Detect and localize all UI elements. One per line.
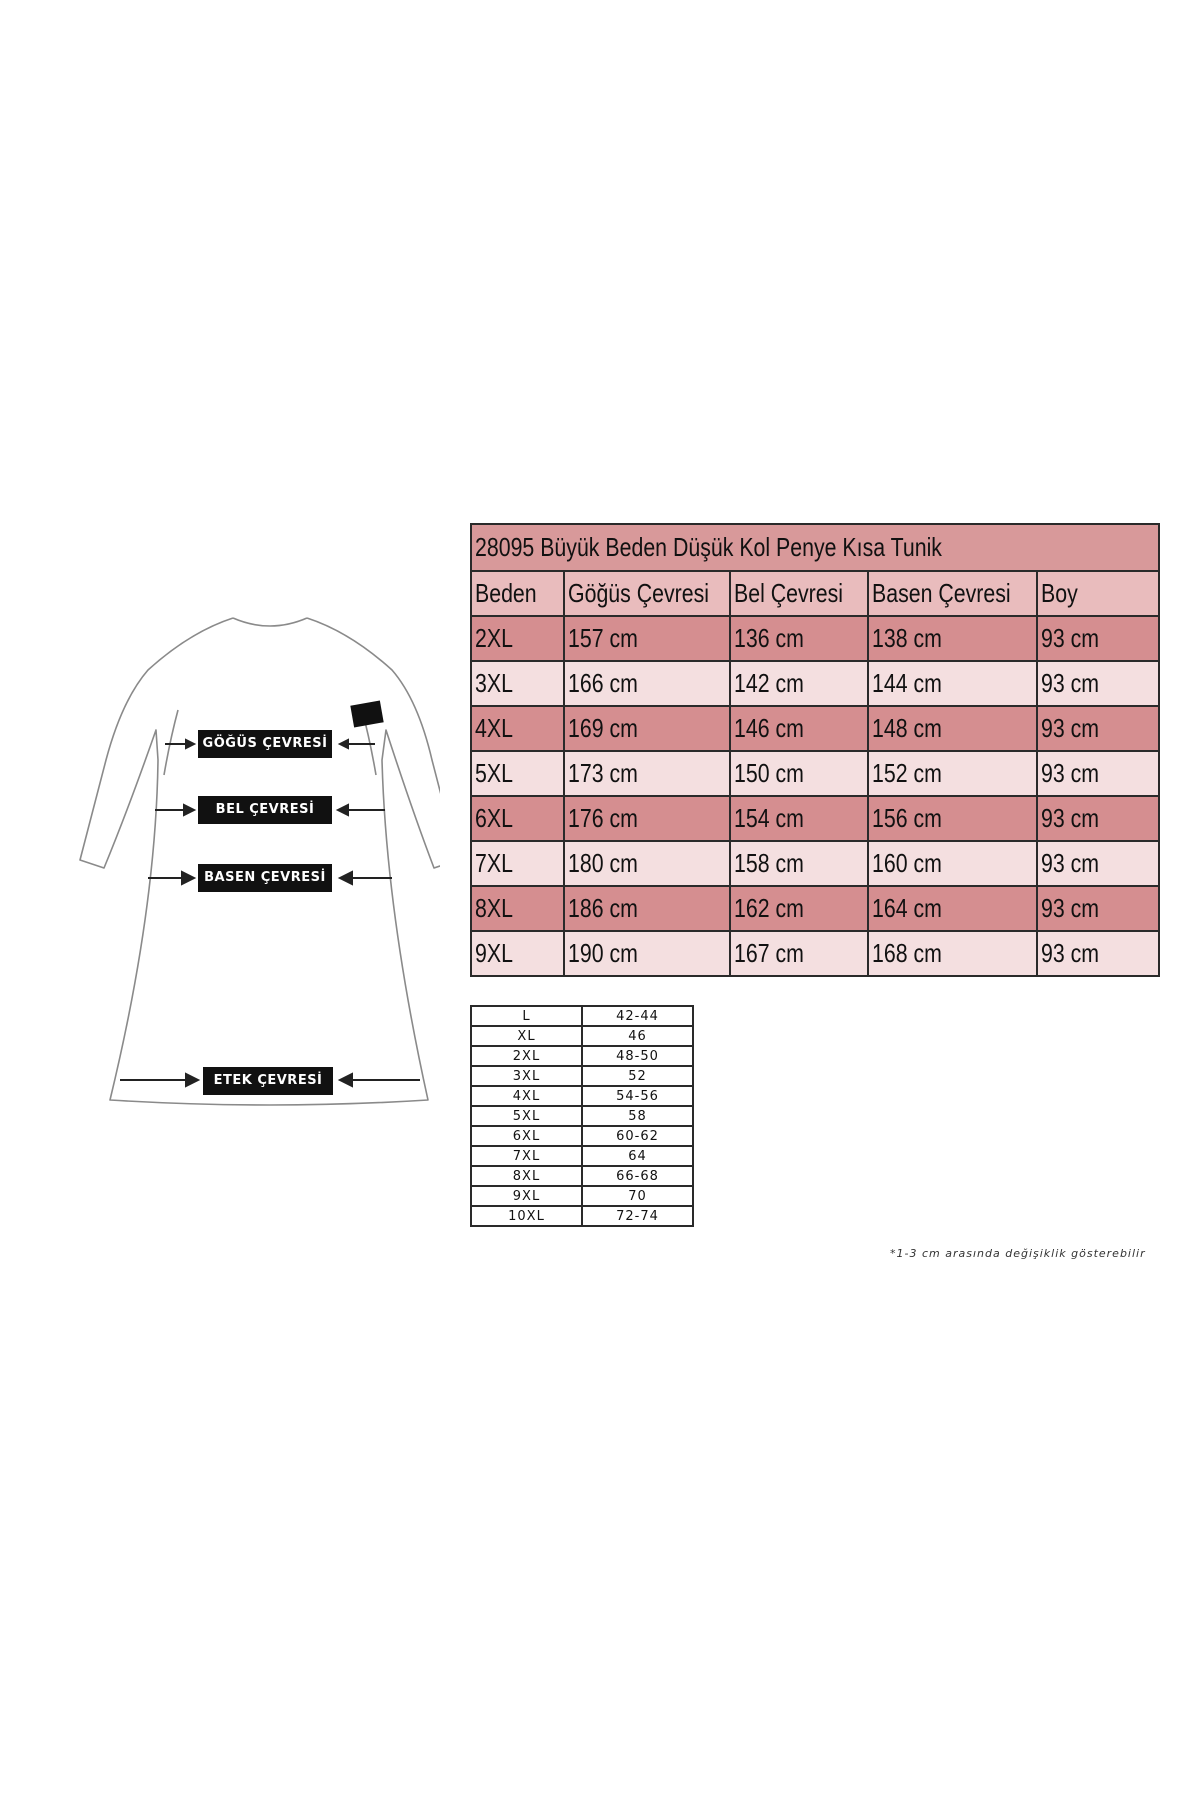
conversion-cell: 66-68 xyxy=(582,1166,693,1186)
conversion-cell: 7XL xyxy=(471,1146,582,1166)
conversion-cell: 46 xyxy=(582,1026,693,1046)
conversion-row xyxy=(471,1106,693,1126)
size-chart-cell: 9XL xyxy=(471,931,564,976)
size-chart-title: 28095 Büyük Beden Düşük Kol Penye Kısa Tunik xyxy=(471,524,1159,571)
size-chart-cell: 4XL xyxy=(471,706,564,751)
conversion-cell: 6XL xyxy=(471,1126,582,1146)
size-chart-cell: 93 cm xyxy=(1037,796,1159,841)
header-cell: Bel Çevresi xyxy=(730,571,868,616)
conversion-cell: 9XL xyxy=(471,1186,582,1206)
size-chart-cell: 167 cm xyxy=(730,931,868,976)
conversion-row xyxy=(471,1006,693,1026)
tolerance-note: *1-3 cm arasında değişiklik gösterebilir xyxy=(890,1247,1146,1260)
conversion-row xyxy=(471,1146,693,1166)
conversion-row xyxy=(471,1126,693,1146)
conversion-cell: 4XL xyxy=(471,1086,582,1106)
size-chart-cell: 156 cm xyxy=(868,796,1037,841)
conversion-cell: XL xyxy=(471,1026,582,1046)
tunic-diagram xyxy=(70,610,440,1130)
conversion-row xyxy=(471,1086,693,1106)
conversion-row xyxy=(471,1166,693,1186)
size-conversion-table xyxy=(470,1005,694,1227)
size-chart-cell: 2XL xyxy=(471,616,564,661)
size-chart-cell: 164 cm xyxy=(868,886,1037,931)
header-cell: Boy xyxy=(1037,571,1159,616)
size-chart-cell: 93 cm xyxy=(1037,841,1159,886)
size-chart-cell: 154 cm xyxy=(730,796,868,841)
size-chart-cell: 93 cm xyxy=(1037,886,1159,931)
conversion-cell: 48-50 xyxy=(582,1046,693,1066)
size-chart-cell: 190 cm xyxy=(564,931,730,976)
conversion-cell: 5XL xyxy=(471,1106,582,1126)
size-chart-row xyxy=(471,886,1159,931)
size-chart-cell: 5XL xyxy=(471,751,564,796)
conversion-cell: 2XL xyxy=(471,1046,582,1066)
size-chart-cell: 157 cm xyxy=(564,616,730,661)
size-chart-cell: 166 cm xyxy=(564,661,730,706)
size-chart-cell: 150 cm xyxy=(730,751,868,796)
size-chart-cell: 148 cm xyxy=(868,706,1037,751)
size-chart-cell: 93 cm xyxy=(1037,931,1159,976)
size-chart-cell: 93 cm xyxy=(1037,751,1159,796)
conversion-cell: 54-56 xyxy=(582,1086,693,1106)
conversion-cell: 3XL xyxy=(471,1066,582,1086)
size-chart-cell: 6XL xyxy=(471,796,564,841)
size-chart-cell: 173 cm xyxy=(564,751,730,796)
conversion-cell: 64 xyxy=(582,1146,693,1166)
size-chart-cell: 168 cm xyxy=(868,931,1037,976)
size-chart-cell: 142 cm xyxy=(730,661,868,706)
size-chart-cell: 93 cm xyxy=(1037,706,1159,751)
header-cell: Beden xyxy=(471,571,564,616)
size-chart-cell: 136 cm xyxy=(730,616,868,661)
size-chart-row xyxy=(471,616,1159,661)
size-chart-cell: 186 cm xyxy=(564,886,730,931)
conversion-row xyxy=(471,1066,693,1086)
conversion-row xyxy=(471,1046,693,1066)
size-chart-cell: 93 cm xyxy=(1037,616,1159,661)
size-chart-cell: 160 cm xyxy=(868,841,1037,886)
size-chart-cell: 176 cm xyxy=(564,796,730,841)
size-chart-row xyxy=(471,841,1159,886)
conversion-cell: 8XL xyxy=(471,1166,582,1186)
conversion-cell: 72-74 xyxy=(582,1206,693,1226)
chest-measure-label: GÖĞÜS ÇEVRESİ xyxy=(198,730,332,758)
conversion-cell: 70 xyxy=(582,1186,693,1206)
conversion-cell: L xyxy=(471,1006,582,1026)
size-chart-cell: 169 cm xyxy=(564,706,730,751)
conversion-row xyxy=(471,1186,693,1206)
conversion-cell: 60-62 xyxy=(582,1126,693,1146)
size-chart-cell: 146 cm xyxy=(730,706,868,751)
conversion-cell: 10XL xyxy=(471,1206,582,1226)
size-chart-cell: 152 cm xyxy=(868,751,1037,796)
waist-measure-label: BEL ÇEVRESİ xyxy=(198,796,332,824)
size-chart-row xyxy=(471,661,1159,706)
conversion-cell: 42-44 xyxy=(582,1006,693,1026)
hem-measure-label: ETEK ÇEVRESİ xyxy=(203,1067,333,1095)
size-chart-cell: 162 cm xyxy=(730,886,868,931)
size-chart-cell: 144 cm xyxy=(868,661,1037,706)
size-chart-cell: 7XL xyxy=(471,841,564,886)
conversion-row xyxy=(471,1206,693,1226)
size-chart-cell: 180 cm xyxy=(564,841,730,886)
conversion-row xyxy=(471,1026,693,1046)
size-chart-table xyxy=(470,523,1160,977)
conversion-cell: 52 xyxy=(582,1066,693,1086)
size-chart-cell: 138 cm xyxy=(868,616,1037,661)
size-chart-row xyxy=(471,706,1159,751)
size-chart-cell: 3XL xyxy=(471,661,564,706)
header-cell: Göğüs Çevresi xyxy=(564,571,730,616)
size-chart-cell: 93 cm xyxy=(1037,661,1159,706)
size-chart-cell: 8XL xyxy=(471,886,564,931)
size-chart-cell: 158 cm xyxy=(730,841,868,886)
size-chart-header-row xyxy=(471,571,1159,616)
size-chart-row xyxy=(471,931,1159,976)
hip-measure-label: BASEN ÇEVRESİ xyxy=(198,864,332,892)
size-chart-row xyxy=(471,751,1159,796)
conversion-cell: 58 xyxy=(582,1106,693,1126)
size-chart-row xyxy=(471,796,1159,841)
header-cell: Basen Çevresi xyxy=(868,571,1037,616)
